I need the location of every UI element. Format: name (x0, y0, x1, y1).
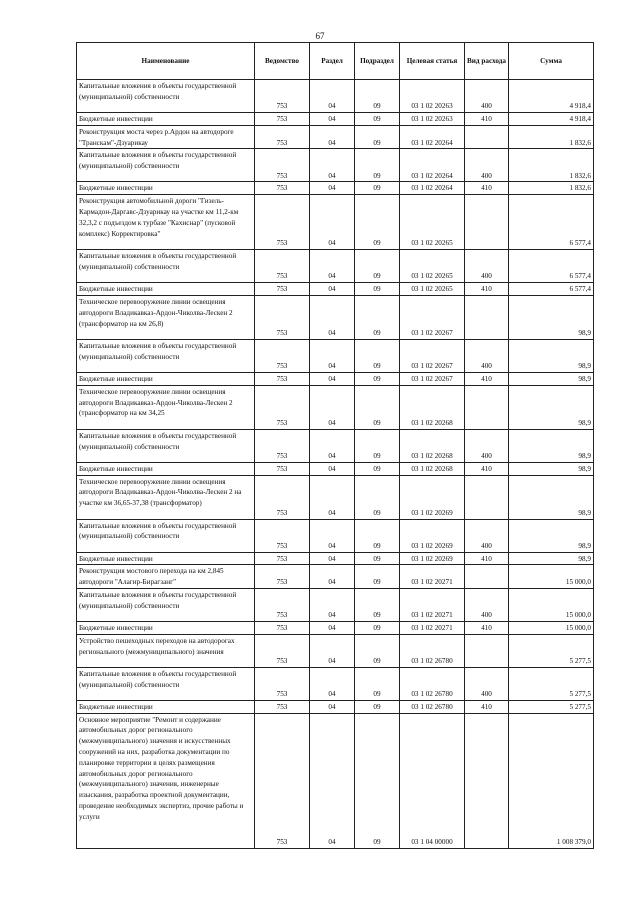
row-expense-type: 410 (465, 621, 509, 634)
row-name: Техническое перевооружение линии освещения автодороги Владикавказ-Ардон-Чиколва-Лескен 2 (трансформатор на км 34,25 (77, 385, 255, 429)
row-target-article: 03 1 02 20264 (400, 125, 465, 149)
row-department: 753 (255, 713, 310, 848)
row-sum: 1 832,6 (509, 182, 594, 195)
header-expense-type: Вид расхода (465, 43, 509, 80)
table-row (77, 113, 594, 126)
row-department: 753 (255, 700, 310, 713)
row-sum: 1 832,6 (509, 149, 594, 182)
row-sum: 1 008 379,0 (509, 713, 594, 848)
row-section: 04 (310, 295, 355, 339)
row-sum: 98,9 (509, 385, 594, 429)
row-section: 04 (310, 125, 355, 149)
row-department: 753 (255, 475, 310, 519)
table-row (77, 182, 594, 195)
row-section: 04 (310, 519, 355, 552)
row-subsection: 09 (355, 621, 400, 634)
row-expense-type: 410 (465, 372, 509, 385)
table-row (77, 80, 594, 113)
row-expense-type: 400 (465, 519, 509, 552)
row-subsection: 09 (355, 149, 400, 182)
row-sum: 98,9 (509, 372, 594, 385)
row-sum: 6 577,4 (509, 250, 594, 283)
row-name: Капитальные вложения в объекты государственной (муниципальной) собственности (77, 339, 255, 372)
row-target-article: 03 1 02 20263 (400, 80, 465, 113)
row-sum: 4 918,4 (509, 80, 594, 113)
table-row (77, 552, 594, 565)
row-name: Бюджетные инвестиции (77, 113, 255, 126)
row-subsection: 09 (355, 125, 400, 149)
row-subsection: 09 (355, 339, 400, 372)
row-subsection: 09 (355, 80, 400, 113)
row-target-article: 03 1 02 20267 (400, 372, 465, 385)
row-target-article: 03 1 02 26780 (400, 700, 465, 713)
row-department: 753 (255, 621, 310, 634)
row-sum: 15 000,0 (509, 565, 594, 589)
row-target-article: 03 1 02 20265 (400, 250, 465, 283)
row-name: Основное мероприятие "Ремонт и содержание автомобильных дорог регионального (межмуниципального) значения и искусственных сооружений на них, разработка документации по планировке территории в целях размещения автомобильных дорог регионального (межмуниципального) значения, инженерные изыскания, разработка проектной документации, проведение необходимых экспертиз, прочие работы и услуги (77, 713, 255, 848)
row-expense-type: 400 (465, 667, 509, 700)
row-sum: 98,9 (509, 552, 594, 565)
row-target-article: 03 1 02 20269 (400, 475, 465, 519)
row-department: 753 (255, 667, 310, 700)
row-department: 753 (255, 250, 310, 283)
row-section: 04 (310, 667, 355, 700)
row-section: 04 (310, 182, 355, 195)
row-sum: 1 832,6 (509, 125, 594, 149)
row-sum: 98,9 (509, 475, 594, 519)
row-subsection: 09 (355, 462, 400, 475)
row-sum: 6 577,4 (509, 195, 594, 250)
table-header-row (77, 43, 594, 80)
table-row (77, 283, 594, 296)
row-expense-type: 400 (465, 80, 509, 113)
row-department: 753 (255, 588, 310, 621)
row-expense-type: 410 (465, 113, 509, 126)
row-sum: 98,9 (509, 519, 594, 552)
row-subsection: 09 (355, 667, 400, 700)
table-row (77, 667, 594, 700)
row-subsection: 09 (355, 519, 400, 552)
row-target-article: 03 1 02 20268 (400, 429, 465, 462)
row-section: 04 (310, 462, 355, 475)
row-subsection: 09 (355, 552, 400, 565)
row-name: Бюджетные инвестиции (77, 462, 255, 475)
row-target-article: 03 1 02 20265 (400, 195, 465, 250)
row-expense-type (465, 475, 509, 519)
table-row (77, 372, 594, 385)
row-target-article: 03 1 02 20265 (400, 283, 465, 296)
row-section: 04 (310, 634, 355, 667)
table-row (77, 634, 594, 667)
row-department: 753 (255, 339, 310, 372)
row-sum: 98,9 (509, 295, 594, 339)
row-name: Капитальные вложения в объекты государственной (муниципальной) собственности (77, 588, 255, 621)
row-department: 753 (255, 149, 310, 182)
row-subsection: 09 (355, 429, 400, 462)
table-row (77, 713, 594, 848)
row-expense-type: 400 (465, 149, 509, 182)
row-section: 04 (310, 588, 355, 621)
row-subsection: 09 (355, 182, 400, 195)
table-row (77, 565, 594, 589)
row-expense-type (465, 125, 509, 149)
row-section: 04 (310, 713, 355, 848)
row-department: 753 (255, 385, 310, 429)
row-section: 04 (310, 621, 355, 634)
row-section: 04 (310, 565, 355, 589)
row-target-article: 03 1 02 20263 (400, 113, 465, 126)
row-name: Капитальные вложения в объекты государственной (муниципальной) собственности (77, 429, 255, 462)
row-sum: 15 000,0 (509, 621, 594, 634)
row-department: 753 (255, 113, 310, 126)
row-sum: 98,9 (509, 339, 594, 372)
row-subsection: 09 (355, 588, 400, 621)
row-name: Реконструкция автомобильной дороги "Гизель-Кармадон-Даргавс-Дзуарикау на участке км 11,2-км 32,3,2 с подъездом к турбазе "Кахиснар" (пусковой комплекс) Корректировка" (77, 195, 255, 250)
row-target-article: 03 1 02 20268 (400, 462, 465, 475)
table-row (77, 588, 594, 621)
table-row (77, 250, 594, 283)
row-expense-type: 410 (465, 462, 509, 475)
row-subsection: 09 (355, 700, 400, 713)
row-subsection: 09 (355, 250, 400, 283)
row-sum: 6 577,4 (509, 283, 594, 296)
row-target-article: 03 1 02 20267 (400, 339, 465, 372)
row-section: 04 (310, 113, 355, 126)
header-subsection: Подраздел (355, 43, 400, 80)
table-row (77, 149, 594, 182)
row-target-article: 03 1 02 20268 (400, 385, 465, 429)
row-expense-type (465, 565, 509, 589)
row-department: 753 (255, 372, 310, 385)
row-target-article: 03 1 02 20267 (400, 295, 465, 339)
row-section: 04 (310, 385, 355, 429)
row-sum: 5 277,5 (509, 667, 594, 700)
row-expense-type (465, 385, 509, 429)
header-name: Наименование (77, 43, 255, 80)
row-section: 04 (310, 429, 355, 462)
row-department: 753 (255, 195, 310, 250)
row-expense-type: 410 (465, 552, 509, 565)
row-name: Реконструкция мостового перехода на км 2,845 автодороги "Алагир-Бирагзанг" (77, 565, 255, 589)
header-sum: Сумма (509, 43, 594, 80)
budget-table (76, 42, 594, 849)
row-name: Бюджетные инвестиции (77, 700, 255, 713)
row-sum: 5 277,5 (509, 700, 594, 713)
row-name: Капитальные вложения в объекты государственной (муниципальной) собственности (77, 80, 255, 113)
row-section: 04 (310, 552, 355, 565)
table-row (77, 429, 594, 462)
row-expense-type: 410 (465, 182, 509, 195)
row-subsection: 09 (355, 372, 400, 385)
row-subsection: 09 (355, 713, 400, 848)
row-expense-type: 400 (465, 339, 509, 372)
row-target-article: 03 1 04 00000 (400, 713, 465, 848)
row-expense-type (465, 295, 509, 339)
row-department: 753 (255, 80, 310, 113)
table-row (77, 385, 594, 429)
row-subsection: 09 (355, 195, 400, 250)
table-row (77, 339, 594, 372)
row-name: Капитальные вложения в объекты государственной (муниципальной) собственности (77, 250, 255, 283)
row-expense-type: 400 (465, 250, 509, 283)
header-department: Ведомство (255, 43, 310, 80)
row-sum: 5 277,5 (509, 634, 594, 667)
row-name: Капитальные вложения в объекты государственной (муниципальной) собственности (77, 149, 255, 182)
row-expense-type: 400 (465, 429, 509, 462)
row-department: 753 (255, 283, 310, 296)
header-section: Раздел (310, 43, 355, 80)
row-target-article: 03 1 02 20271 (400, 588, 465, 621)
row-name: Техническое перевооружение линии освещения автодороги Владикавказ-Ардон-Чиколва-Лескен 2 на участке км 36,65-37,38 (трансформатор) (77, 475, 255, 519)
row-name: Бюджетные инвестиции (77, 283, 255, 296)
row-target-article: 03 1 02 26780 (400, 667, 465, 700)
table-row (77, 700, 594, 713)
row-department: 753 (255, 634, 310, 667)
header-target-article: Целевая статья (400, 43, 465, 80)
row-department: 753 (255, 125, 310, 149)
row-expense-type: 400 (465, 588, 509, 621)
row-sum: 15 000,0 (509, 588, 594, 621)
table-row (77, 519, 594, 552)
row-sum: 4 918,4 (509, 113, 594, 126)
row-name: Бюджетные инвестиции (77, 621, 255, 634)
row-expense-type (465, 713, 509, 848)
row-department: 753 (255, 565, 310, 589)
row-section: 04 (310, 195, 355, 250)
row-department: 753 (255, 295, 310, 339)
row-expense-type (465, 634, 509, 667)
row-target-article: 03 1 02 20269 (400, 552, 465, 565)
row-target-article: 03 1 02 20264 (400, 182, 465, 195)
row-section: 04 (310, 80, 355, 113)
row-sum: 98,9 (509, 462, 594, 475)
row-name: Реконструкция моста через р.Ардон на автодороге "Транскам"-Дзуарикау (77, 125, 255, 149)
table-row (77, 621, 594, 634)
row-subsection: 09 (355, 295, 400, 339)
row-subsection: 09 (355, 283, 400, 296)
row-section: 04 (310, 372, 355, 385)
row-name: Бюджетные инвестиции (77, 182, 255, 195)
table-row (77, 195, 594, 250)
row-subsection: 09 (355, 565, 400, 589)
row-section: 04 (310, 149, 355, 182)
row-department: 753 (255, 552, 310, 565)
table-row (77, 462, 594, 475)
row-department: 753 (255, 182, 310, 195)
row-subsection: 09 (355, 634, 400, 667)
row-target-article: 03 1 02 20271 (400, 565, 465, 589)
table-row (77, 295, 594, 339)
row-section: 04 (310, 283, 355, 296)
row-expense-type (465, 195, 509, 250)
row-name: Бюджетные инвестиции (77, 552, 255, 565)
row-sum: 98,9 (509, 429, 594, 462)
row-section: 04 (310, 700, 355, 713)
row-name: Техническое перевооружение линии освещения автодороги Владикавказ-Ардон-Чиколва-Лескен 2 (трансформатор на км 26,8) (77, 295, 255, 339)
row-target-article: 03 1 02 20269 (400, 519, 465, 552)
row-department: 753 (255, 519, 310, 552)
table-row (77, 125, 594, 149)
row-name: Капитальные вложения в объекты государственной (муниципальной) собственности (77, 519, 255, 552)
row-section: 04 (310, 339, 355, 372)
row-name: Капитальные вложения в объекты государственной (муниципальной) собственности (77, 667, 255, 700)
row-department: 753 (255, 462, 310, 475)
row-target-article: 03 1 02 26780 (400, 634, 465, 667)
row-target-article: 03 1 02 20271 (400, 621, 465, 634)
row-subsection: 09 (355, 475, 400, 519)
row-subsection: 09 (355, 113, 400, 126)
row-target-article: 03 1 02 20264 (400, 149, 465, 182)
row-section: 04 (310, 250, 355, 283)
row-name: Бюджетные инвестиции (77, 372, 255, 385)
row-expense-type: 410 (465, 283, 509, 296)
row-expense-type: 410 (465, 700, 509, 713)
page-number: 67 (315, 31, 325, 41)
row-department: 753 (255, 429, 310, 462)
row-name: Устройство пешеходных переходов на автодорогах регионального (межмуниципального) значения (77, 634, 255, 667)
row-section: 04 (310, 475, 355, 519)
row-subsection: 09 (355, 385, 400, 429)
table-row (77, 475, 594, 519)
